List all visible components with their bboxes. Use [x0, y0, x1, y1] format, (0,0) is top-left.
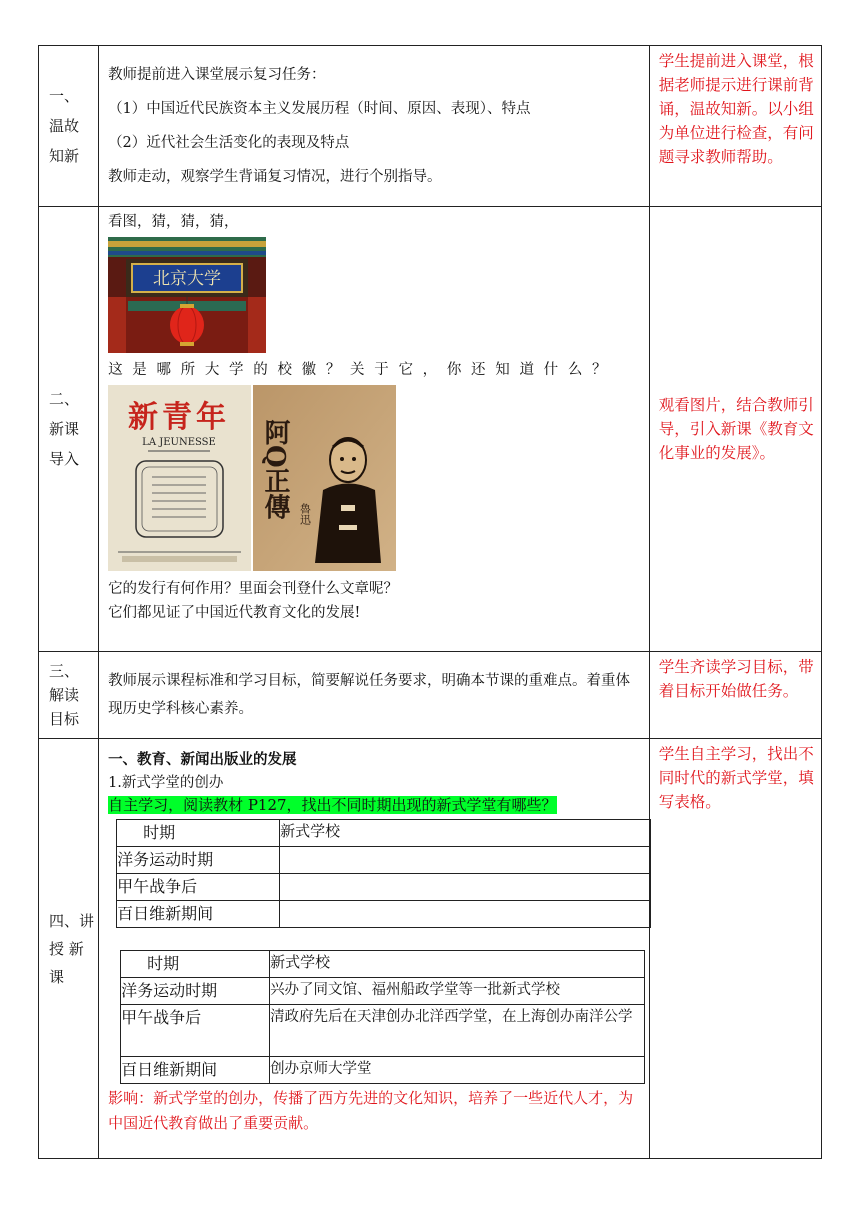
- book-author: 魯迅: [298, 503, 312, 525]
- student-note-intro: 观看图片，结合教师引导，引入新课《教育文化事业的发展》。: [649, 207, 821, 652]
- magazine-subtitle: LA JEUNESSE: [142, 437, 216, 448]
- intro-lead: 看图，猜，猜，猜，: [108, 214, 239, 230]
- review-guidance: 教师走动，观察学生背诵复习情况，进行个别指导。: [108, 169, 442, 185]
- new-youth-magazine-image: [108, 385, 251, 571]
- student-note-teaching: 学生自主学习，找出不同时代的新式学堂，填写表格。: [649, 739, 821, 1159]
- impact-text: 影响：新式学堂的创办，传播了西方先进的文化知识，培养了一些近代人才，为中国近代教育做出了重要贡献。: [108, 1089, 634, 1132]
- section-subheading: 1.新式学堂的创办: [108, 775, 224, 791]
- row-review: [39, 46, 822, 207]
- blank-cell[interactable]: [280, 901, 651, 928]
- book-title: 阿Q正傳: [260, 419, 291, 520]
- filled-school-table: 时期 新式学校 洋务运动时期 兴办了同文馆、福州船政学堂等一批新式学校 甲午战争后 清政府先后在天津创办北洋西学堂，在上海创办南洋公学 百日维新期间 创办京师大学堂: [120, 950, 645, 1084]
- intro-followup-1: 它的发行有何作用？里面会刊登什么文章呢？: [108, 581, 399, 597]
- content-cell-teaching: [99, 739, 650, 1159]
- student-note-objectives: 学生齐读学习目标，带着目标开始做任务。: [649, 652, 821, 739]
- magazine-title: 新青年: [128, 400, 231, 435]
- review-intro: 教师提前进入课堂展示复习任务：: [108, 67, 326, 83]
- lesson-plan: [38, 45, 822, 1159]
- blank-cell[interactable]: [280, 874, 651, 901]
- intro-image-row: [108, 385, 641, 571]
- lesson-table: [38, 45, 822, 1159]
- self-study-task: 自主学习，阅读教材 P127，找出不同时期出现的新式学堂有哪些？: [108, 796, 557, 814]
- stage-cell-intro: 二、 新课 导入: [39, 207, 99, 652]
- content-cell-review: [99, 46, 650, 207]
- row-objectives: [39, 652, 822, 739]
- stage-cell-teaching: 四、讲 授 新 课: [39, 739, 99, 1159]
- stage-cell-review: 一、 温故 知新: [39, 46, 99, 207]
- blank-cell[interactable]: [280, 847, 651, 874]
- stage-cell-objectives: 三、 解读 目标: [39, 652, 99, 739]
- review-task-2: （2）近代社会生活变化的表现及特点: [108, 135, 350, 151]
- pku-plaque-text: 北京大学: [153, 269, 222, 289]
- review-task-1: （1）中国近代民族资本主义发展历程（时间、原因、表现）、特点: [108, 101, 531, 117]
- row-intro: [39, 207, 822, 652]
- section-heading: 一、教育、新闻出版业的发展: [108, 751, 297, 768]
- student-note-review: 学生提前进入课堂，根据老师提示进行课前背诵，温故知新。以小组为单位进行检查，有问题寻求教师帮助。: [649, 46, 821, 207]
- content-cell-intro: [99, 207, 650, 652]
- peking-university-gate-image: [108, 237, 266, 353]
- content-cell-objectives: 教师展示课程标准和学习目标，简要解说任务要求，明确本节课的重难点。着重体现历史学科核心素养。: [99, 652, 650, 739]
- blank-school-table: 时期 新式学校 洋务运动时期 甲午战争后 百日维新期间: [116, 819, 651, 928]
- intro-followup-2: 它们都见证了中国近代教育文化的发展!: [108, 605, 361, 621]
- true-story-of-ah-q-book-image: [253, 385, 396, 571]
- intro-question: 这是哪所大学的校徽？关于它，你还知道什么？: [108, 362, 617, 378]
- row-teaching: [39, 739, 822, 1159]
